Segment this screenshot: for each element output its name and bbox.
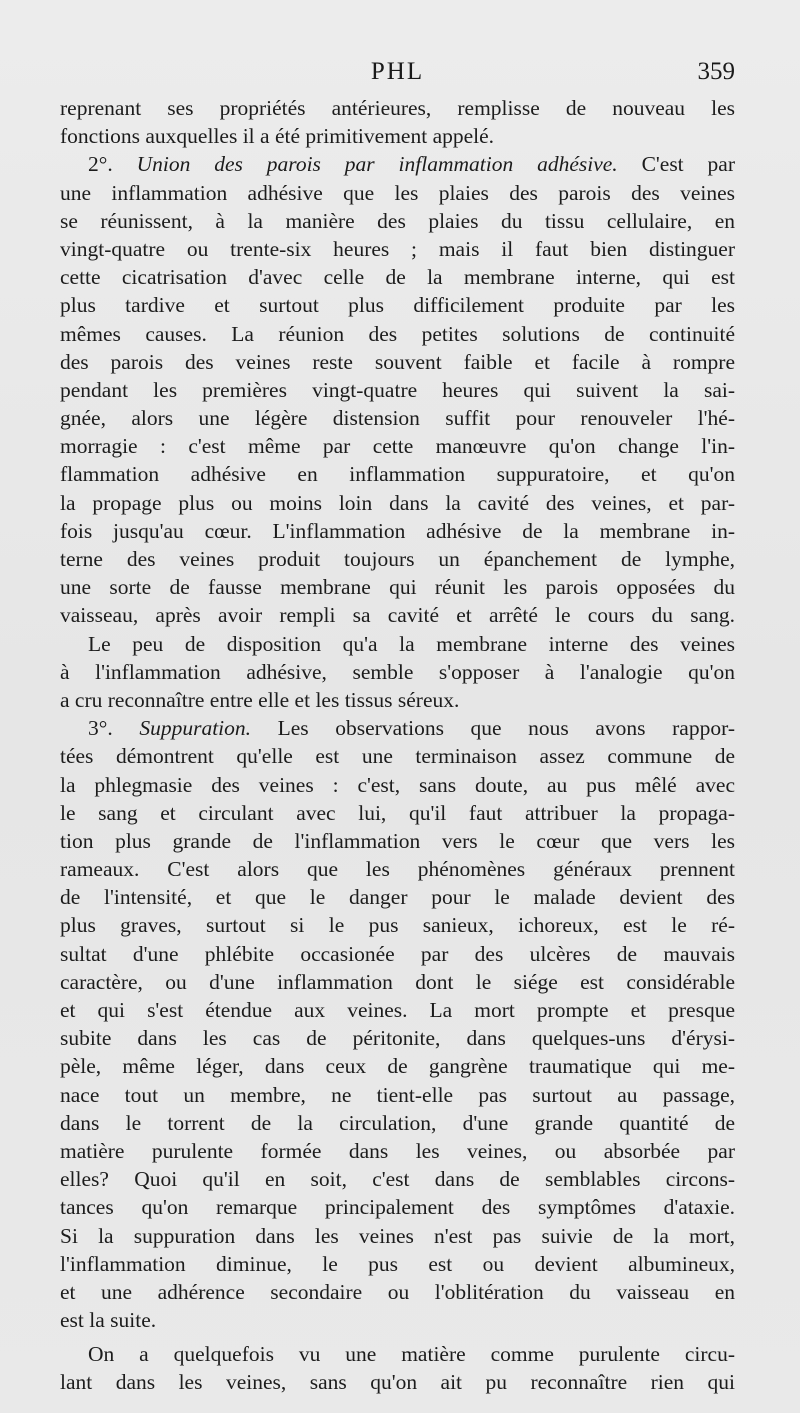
- text-line: lant dans les veines, sans qu'on ait pu reconnaître rien qui: [60, 1370, 735, 1395]
- text-line: fois jusqu'au cœur. L'inflammation adhésive de la membrane in-: [60, 518, 735, 543]
- page-header: [60, 58, 735, 92]
- text-line: l'inflammation diminue, le pus est ou devient albumineux,: [60, 1251, 735, 1276]
- text-line: se réunissent, à la manière des plaies du tissu cellulaire, en: [60, 208, 735, 233]
- text-line: la propage plus ou moins loin dans la cavité des veines, et par-: [60, 490, 735, 515]
- text-line: Si la suppuration dans les veines n'est pas suivie de la mort,: [60, 1223, 735, 1248]
- text-line: terne des veines produit toujours un épanchement de lymphe,: [60, 547, 735, 571]
- text-line: pendant les premières vingt-quatre heures qui suivent la sai-: [60, 377, 735, 402]
- body-text: [60, 94, 735, 1397]
- text-line: dans le torrent de la circulation, d'une grande quantité de: [60, 1110, 735, 1135]
- text-line: subite dans les cas de péritonite, dans quelques-uns d'érysi-: [60, 1026, 735, 1051]
- running-head: PHL: [370, 58, 425, 85]
- text-line: plus tardive et surtout plus difficilement produite par les: [60, 293, 735, 318]
- text-line: mêmes causes. La réunion des petites solutions de continuité: [60, 321, 735, 346]
- text-line: rameaux. C'est alors que les phénomènes généraux prennent: [60, 857, 735, 882]
- text-line: vaisseau, après avoir rempli sa cavité et arrêté le cours du sang.: [60, 603, 735, 628]
- text-line: tances qu'on remarque principalement des symptômes d'ataxie.: [60, 1195, 735, 1220]
- text-line: a cru reconnaître entre elle et les tissus séreux.: [60, 687, 460, 712]
- text-line: nace tout un membre, ne tient-elle pas surtout au passage,: [60, 1082, 735, 1107]
- text-line: des parois des veines reste souvent faible et facile à rompre: [60, 349, 735, 374]
- text-line: matière purulente formée dans les veines, ou absorbée par: [60, 1138, 735, 1163]
- section-title-italic: Union des parois par inflammation adhésive.: [136, 152, 618, 177]
- section-title-italic: Suppuration.: [139, 716, 252, 741]
- text-line: morragie : c'est même par cette manœuvre qu'on change l'in-: [60, 434, 735, 459]
- text-line: tées démontrent qu'elle est une terminaison assez commune de: [60, 744, 735, 769]
- text-line: cette cicatrisation d'avec celle de la membrane interne, qui est: [60, 265, 735, 290]
- text-line: Le peu de disposition qu'a la membrane interne des veines: [88, 631, 735, 656]
- text-line: fonctions auxquelles il a été primitivement appelé.: [60, 124, 495, 149]
- text-line: de l'intensité, et que le danger pour le malade devient des: [60, 885, 735, 910]
- text-line: 2°. Union des parois par inflammation adhésive. C'est par: [88, 152, 735, 177]
- text-line: une sorte de fausse membrane qui réunit les parois opposées du: [60, 575, 735, 600]
- text-line: flammation adhésive en inflammation suppuratoire, et qu'on: [60, 462, 735, 487]
- text-line: tion plus grande de l'inflammation vers le cœur que vers les: [60, 828, 735, 853]
- text-line: et une adhérence secondaire ou l'oblitération du vaisseau en: [60, 1279, 735, 1304]
- text-line: et qui s'est étendue aux veines. La mort prompte et presque: [60, 998, 735, 1022]
- text-line: pèle, même léger, dans ceux de gangrène traumatique qui me-: [60, 1054, 735, 1079]
- text-line: elles? Quoi qu'il en soit, c'est dans de semblables circons-: [60, 1167, 735, 1192]
- text-line: 3°. Suppuration. Les observations que nous avons rappor-: [88, 716, 735, 741]
- text-line: On a quelquefois vu une matière comme purulente circu-: [88, 1342, 735, 1367]
- text-line: le sang et circulant avec lui, qu'il faut attribuer la propaga-: [60, 800, 735, 825]
- text-line: reprenant ses propriétés antérieures, remplisse de nouveau les: [60, 96, 735, 120]
- text-line: à l'inflammation adhésive, semble s'opposer à l'analogie qu'on: [60, 659, 735, 684]
- text-line: sultat d'une phlébite occasionée par des ulcères de mauvais: [60, 941, 735, 966]
- text-line: caractère, ou d'une inflammation dont le siége est considérable: [60, 969, 735, 994]
- text-line: la phlegmasie des veines : c'est, sans doute, au pus mêlé avec: [60, 772, 735, 797]
- text-line: plus graves, surtout si le pus sanieux, ichoreux, est le ré-: [60, 913, 735, 938]
- page-number: 359: [697, 58, 735, 85]
- text-line: est la suite.: [60, 1308, 157, 1333]
- text-line: gnée, alors une légère distension suffit pour renouveler l'hé-: [60, 406, 735, 431]
- text-line: une inflammation adhésive que les plaies des parois des veines: [60, 180, 735, 205]
- text-line: vingt-quatre ou trente-six heures ; mais il faut bien distinguer: [60, 236, 735, 261]
